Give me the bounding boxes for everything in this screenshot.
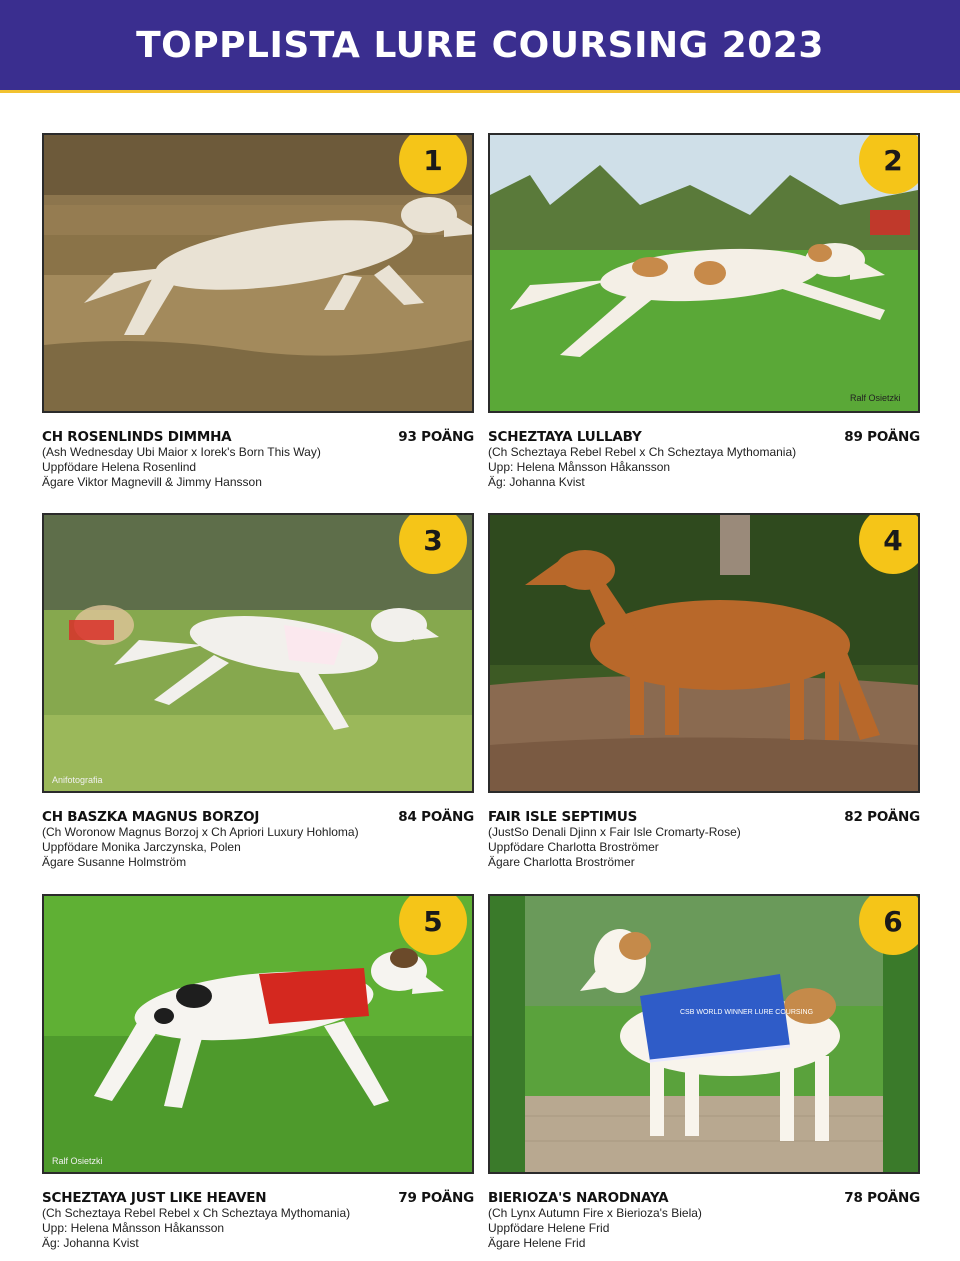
dog-name: SCHEZTAYA JUST LIKE HEAVEN [42,1190,267,1206]
entry-info [488,1190,920,1251]
page-title: TOPPLISTA LURE COURSING 2023 [136,24,824,66]
points: 93 POÄNG [398,429,474,445]
entry-card-5 [42,894,474,1251]
rank-number: 5 [423,904,443,938]
entry-info [42,1190,474,1251]
pedigree: (Ch Scheztaya Rebel Rebel x Ch Scheztaya Mythomania) [488,445,797,459]
pedigree: (Ch Woronow Magnus Borzoj x Ch Apriori Luxury Hohloma) [42,825,359,839]
rank-number: 3 [423,523,443,557]
points: 79 POÄNG [398,1190,474,1206]
entry-card-1 [42,133,474,490]
dog-name: BIERIOZA'S NARODNAYA [488,1190,669,1206]
points: 82 POÄNG [844,809,920,825]
points: 84 POÄNG [398,809,474,825]
rank-number: 2 [883,143,903,177]
entry-card-6 [488,894,920,1251]
owner: Ägare Viktor Magnevill & Jimmy Hansson [42,475,262,489]
coat-text: CSB WORLD WINNER LURE COURSING [680,1009,814,1016]
pedigree: (Ch Lynx Autumn Fire x Bierioza's Biela) [488,1206,702,1220]
entry-card-3 [42,513,474,870]
dog-name: SCHEZTAYA LULLABY [488,429,642,445]
dog-name: CH BASZKA MAGNUS BORZOJ [42,809,260,825]
entry-info [488,429,920,490]
breeder: Uppfödare Charlotta Broströmer [488,840,659,854]
entry-info [42,429,474,490]
dog-name: FAIR ISLE SEPTIMUS [488,809,638,825]
breeder: Upp: Helena Månsson Håkansson [488,460,671,474]
photo-credit: Ralf Osietzki [52,1156,103,1166]
photo-credit: Ralf Osietzki [850,393,901,403]
points: 89 POÄNG [844,429,920,445]
entry-card-2 [488,133,920,490]
pedigree: (Ch Scheztaya Rebel Rebel x Ch Scheztaya Mythomania) [42,1206,351,1220]
entry-info [488,809,920,870]
owner: Ägare Helene Frid [488,1236,586,1250]
entry-card-4 [488,513,920,870]
breeder: Uppfödare Helena Rosenlind [42,460,197,474]
pedigree: (JustSo Denali Djinn x Fair Isle Cromarty-Rose) [488,825,741,839]
entry-info [42,809,474,870]
rank-number: 6 [883,904,903,938]
owner: Ägare Charlotta Broströmer [488,855,635,869]
owner: Äg: Johanna Kvist [488,475,585,489]
photo-credit: Anifotografia [52,775,103,785]
dog-photo-4 [488,513,920,793]
breeder: Upp: Helena Månsson Håkansson [42,1221,225,1235]
breeder: Uppfödare Helene Frid [488,1221,610,1235]
dog-photo-3 [42,513,474,793]
dog-photo-1 [42,133,474,413]
title-banner [0,0,960,93]
dog-name: CH ROSENLINDS DIMMHA [42,429,232,445]
pedigree: (Ash Wednesday Ubi Maior x Iorek's Born This Way) [42,445,321,459]
dog-photo-6 [488,894,920,1174]
rank-number: 1 [423,143,443,177]
points: 78 POÄNG [844,1190,920,1206]
dog-photo-2 [488,133,920,413]
dog-photo-5 [42,894,474,1174]
rank-number: 4 [883,523,903,557]
owner: Ägare Susanne Holmström [42,855,187,869]
breeder: Uppfödare Monika Jarczynska, Polen [42,840,241,854]
owner: Äg: Johanna Kvist [42,1236,139,1250]
